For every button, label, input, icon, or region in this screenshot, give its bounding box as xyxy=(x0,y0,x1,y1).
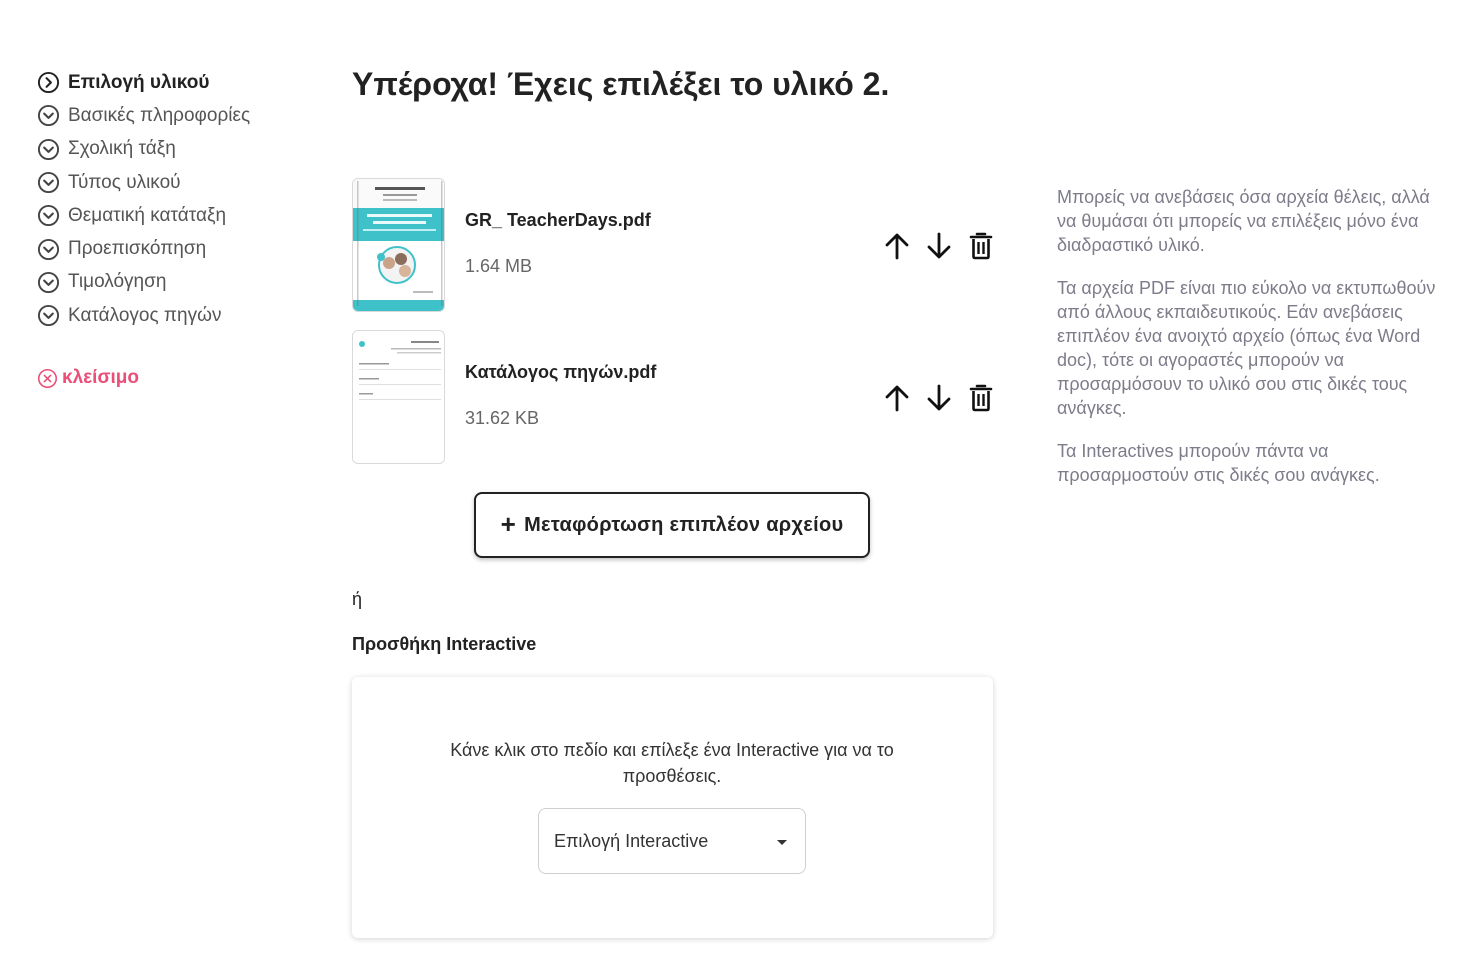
page-title: Υπέροχα! Έχεις επιλέξει το υλικό 2. xyxy=(352,66,890,102)
sidebar-item-basic-info[interactable] xyxy=(37,99,297,132)
plus-icon: + xyxy=(500,508,517,539)
sidebar-item-pricing[interactable] xyxy=(37,266,297,299)
delete-button[interactable] xyxy=(966,230,996,262)
file-row xyxy=(352,330,997,465)
chevron-down-circle-icon xyxy=(37,204,60,227)
sidebar-item-label: Τύπος υλικού xyxy=(68,171,181,193)
sidebar-item-label: Θεματική κατάταξη xyxy=(68,204,227,226)
file-name: GR_ TeacherDays.pdf xyxy=(465,210,651,230)
sidebar-item-label: Επιλογή υλικού xyxy=(68,71,210,93)
delete-button[interactable] xyxy=(966,382,996,414)
pdf-preview-image xyxy=(353,179,445,312)
info-paragraph: Τα Interactives μπορούν πάντα να προσαρμοστούν στις δικές σου ανάγκες. xyxy=(1057,441,1380,485)
close-label: κλείσιμο xyxy=(62,367,139,388)
info-paragraph: Μπορείς να ανεβάσεις όσα αρχεία θέλεις, αλλά να θυμάσαι ότι μπορείς να επιλέξεις μόνο ένα διαδραστικό υλικό. xyxy=(1057,187,1430,255)
sidebar-item-source-list[interactable] xyxy=(37,299,297,332)
info-paragraph: Τα αρχεία PDF είναι πιο εύκολο να εκτυπωθούν από άλλους εκπαιδευτικούς. Εάν ανεβάσεις επιπλέον ένα ανοιχτό αρχείο (όπως ένα Word doc), τότε οι αγοραστές μπορούν να προσαρμόσουν το υλικό σου στις δικές τους ανάγκες. xyxy=(1057,278,1436,418)
sidebar-item-label: Κατάλογος πηγών xyxy=(68,304,222,326)
arrow-up-icon xyxy=(883,231,911,261)
info-panel xyxy=(1057,185,1447,506)
sidebar-item-label: Προεπισκόπηση xyxy=(68,238,207,260)
sidebar-item-material-selection[interactable] xyxy=(37,66,297,99)
sidebar-item-material-type[interactable] xyxy=(37,166,297,199)
sidebar-item-label: Βασικές πληροφορίες xyxy=(68,104,251,126)
arrow-up-icon xyxy=(883,383,911,413)
add-interactive-heading: Προσθήκη Interactive xyxy=(352,634,537,654)
sidebar-item-thematic-category[interactable] xyxy=(37,199,297,232)
chevron-down-circle-icon xyxy=(37,271,60,294)
chevron-down-circle-icon xyxy=(37,138,60,161)
sidebar-item-school-grade[interactable] xyxy=(37,133,297,166)
sidebar-item-label: Σχολική τάξη xyxy=(68,138,176,160)
file-thumbnail xyxy=(352,178,445,312)
upload-button-label: Μεταφόρτωση επιπλέον αρχείου xyxy=(524,513,844,536)
trash-icon xyxy=(969,384,993,412)
arrow-down-icon xyxy=(925,383,953,413)
move-up-button[interactable] xyxy=(882,382,912,414)
pdf-preview-image xyxy=(353,331,445,464)
trash-icon xyxy=(969,232,993,260)
interactive-select[interactable] xyxy=(538,808,806,874)
interactive-card xyxy=(352,677,993,938)
arrow-down-icon xyxy=(925,231,953,261)
sidebar-steps xyxy=(37,66,297,332)
file-actions xyxy=(882,382,996,414)
interactive-instructions: Κάνε κλικ στο πεδίο και επίλεξε ένα Interactive για να το προσθέσεις. xyxy=(450,740,894,786)
file-name: Κατάλογος πηγών.pdf xyxy=(465,362,657,382)
or-separator: ή xyxy=(352,589,363,609)
chevron-down-circle-icon xyxy=(37,238,60,261)
chevron-down-circle-icon xyxy=(37,104,60,127)
move-up-button[interactable] xyxy=(882,230,912,262)
upload-more-file-button[interactable] xyxy=(474,492,870,558)
file-thumbnail xyxy=(352,330,445,464)
move-down-button[interactable] xyxy=(924,230,954,262)
chevron-right-circle-icon xyxy=(37,71,60,94)
file-actions xyxy=(882,230,996,262)
close-button[interactable] xyxy=(37,367,139,389)
chevron-down-circle-icon xyxy=(37,304,60,327)
file-row xyxy=(352,178,997,313)
file-size: 31.62 KB xyxy=(465,408,540,428)
caret-down-icon xyxy=(777,840,787,845)
move-down-button[interactable] xyxy=(924,382,954,414)
select-value: Επιλογή Interactive xyxy=(554,830,709,851)
file-size: 1.64 MB xyxy=(465,256,533,276)
close-circle-icon xyxy=(37,368,58,389)
sidebar-item-preview[interactable] xyxy=(37,232,297,265)
chevron-down-circle-icon xyxy=(37,171,60,194)
sidebar-item-label: Τιμολόγηση xyxy=(68,271,167,293)
